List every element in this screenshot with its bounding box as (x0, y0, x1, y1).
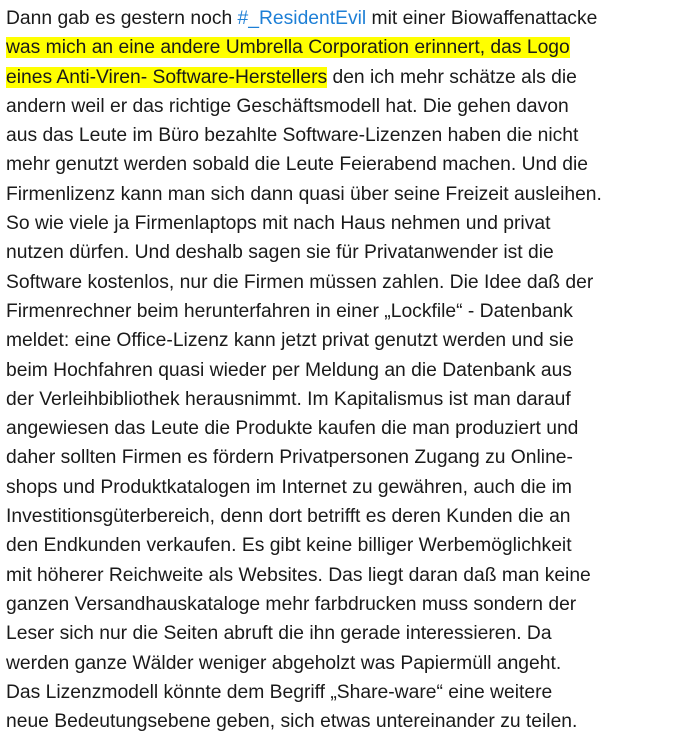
text-segment: nutzen dürfen. Und deshalb sagen sie für Privatanwender ist die (6, 242, 554, 264)
text-line (6, 4, 678, 33)
text-line (6, 238, 678, 267)
text-line (6, 150, 678, 179)
text-line (6, 531, 678, 560)
text-line (6, 707, 678, 736)
text-line (6, 473, 678, 502)
text-line (6, 326, 678, 355)
text-segment: shops und Produktkatalogen im Internet zu gewähren, auch die im (6, 476, 572, 498)
text-line (6, 590, 678, 619)
text-segment: den Endkunden verkaufen. Es gibt keine billiger Werbemöglichkeit (6, 535, 572, 557)
text-segment: Investitionsgüterbereich, denn dort betrifft es deren Kunden die an (6, 506, 571, 528)
text-segment: daher sollten Firmen es fördern Privatpersonen Zugang zu Online- (6, 447, 573, 469)
text-line (6, 385, 678, 414)
text-segment: neue Bedeutungsebene geben, sich etwas untereinander zu teilen. (6, 711, 578, 733)
text-line (6, 443, 678, 472)
text-line (6, 209, 678, 238)
text-line (6, 121, 678, 150)
text-segment: angewiesen das Leute die Produkte kaufen die man produziert und (6, 418, 579, 440)
text-line (6, 619, 678, 648)
text-segment: den ich mehr schätze als die (327, 66, 577, 88)
text-segment: aus das Leute im Büro bezahlte Software-Lizenzen haben die nicht (6, 125, 579, 147)
text-segment: Firmenlizenz kann man sich dann quasi über seine Freizeit ausleihen. (6, 183, 602, 205)
text-line (6, 502, 678, 531)
text-line (6, 180, 678, 209)
text-segment: mit einer Biowaffenattacke (366, 8, 598, 29)
text-line (6, 356, 678, 385)
hashtag-link[interactable]: #_ResidentEvil (237, 8, 367, 29)
text-segment: ganzen Versandhauskataloge mehr farbdrucken muss sondern der (6, 593, 577, 615)
text-segment: Das Lizenzmodell könnte dem Begriff „Share-ware“ eine weitere (6, 681, 553, 703)
text-segment: Dann gab es gestern noch (6, 8, 238, 29)
text-line (6, 561, 678, 590)
text-segment: andern weil er das richtige Geschäftsmodell hat. Die gehen davon (6, 95, 569, 117)
text-segment: der Verleihbibliothek herausnimmt. Im Kapitalismus ist man darauf (6, 388, 571, 410)
text-segment: werden ganze Wälder weniger abgeholzt was Papiermüll angeht. (6, 652, 562, 674)
text-line (6, 649, 678, 678)
text-line (6, 414, 678, 443)
text-segment: So wie viele ja Firmenlaptops mit nach Haus nehmen und privat (6, 213, 551, 235)
text-segment: mehr genutzt werden sobald die Leute Feierabend machen. Und die (6, 154, 589, 176)
text-line (6, 678, 678, 707)
text-line (6, 92, 678, 121)
text-segment: meldet: eine Office-Lizenz kann jetzt privat genutzt werden und sie (6, 330, 574, 352)
text-segment: beim Hochfahren quasi wieder per Meldung an die Datenbank aus (6, 359, 572, 381)
text-line (6, 63, 678, 92)
text-line (6, 33, 678, 62)
document-text (6, 4, 678, 736)
highlighted-text: was mich an eine andere Umbrella Corporation erinnert, das Logo (6, 37, 570, 59)
text-line (6, 297, 678, 326)
text-segment: Software kostenlos, nur die Firmen müssen zahlen. Die Idee daß der (6, 271, 594, 293)
text-segment: mit höherer Reichweite als Websites. Das liegt daran daß man keine (6, 564, 591, 586)
highlighted-text: eines Anti-Viren- Software-Herstellers (6, 66, 328, 88)
text-line (6, 268, 678, 297)
text-segment: Leser sich nur die Seiten abruft die ihn gerade interessieren. Da (6, 623, 552, 645)
text-segment: Firmenrechner beim herunterfahren in einer „Lockfile“ - Datenbank (6, 300, 573, 322)
